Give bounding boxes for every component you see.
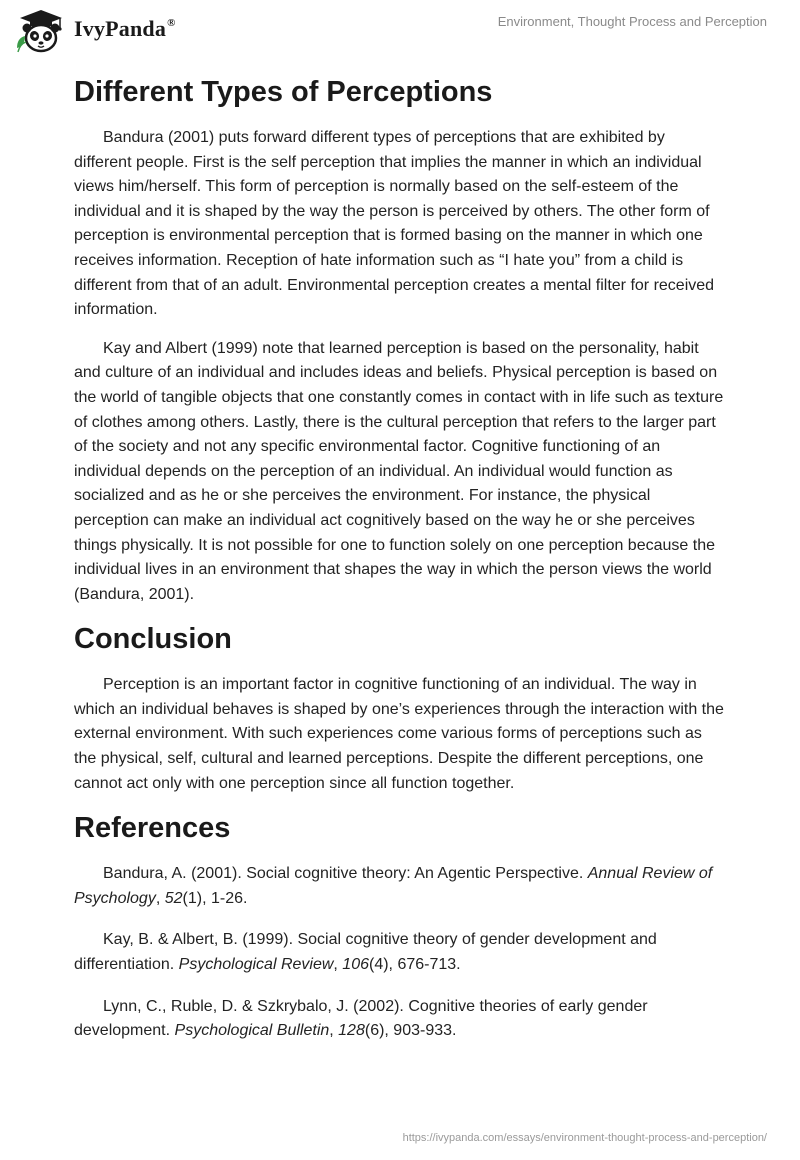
ivypanda-logo[interactable] xyxy=(14,8,176,54)
section-heading-types: Different Types of Perceptions xyxy=(74,76,493,108)
reference-item: Kay, B. & Albert, B. (1999). Social cognitive theory of gender development and differentiation. Psychological Review, 106(4), 676-713. xyxy=(74,931,657,974)
page-header xyxy=(0,0,800,60)
essay-content xyxy=(74,64,726,1061)
paragraph: Perception is an important factor in cognitive functioning of an individual. The way in which an individual behaves is shaped by one’s experiences through the interaction with the external environment. With such experiences come various forms of perceptions such as the physical, self, cultural and learned perceptions. Despite the different perceptions, one cannot act only with one perception since all function together. xyxy=(74,676,724,792)
journal-title: Psychological Review xyxy=(178,956,334,974)
paragraph: Bandura (2001) puts forward different types of perceptions that are exhibited by different people. First is the self perception that implies the manner in which an individual views him/herself. This form of perception is normally based on the self-esteem of the individual and it is shaped by the way the person is perceived by others. The other form of perception is environmental perception that is formed basing on the manner in which one receives information. Reception of hate information such as “I hate you” from a child is different from that of an adult. Environmental perception creates a mental filter for received information. xyxy=(74,129,715,319)
journal-volume: 106 xyxy=(342,956,369,974)
logo-wordmark: IvyPanda® xyxy=(74,16,176,41)
journal-title: Psychological Bulletin xyxy=(174,1022,330,1040)
reference-item: Lynn, C., Ruble, D. & Szkrybalo, J. (2002). Cognitive theories of early gender development. Psychological Bulletin, 128(6), 903-933. xyxy=(74,997,648,1040)
running-title: Environment, Thought Process and Perception xyxy=(497,14,767,29)
journal-volume: 52 xyxy=(164,889,183,907)
reference-item: Bandura, A. (2001). Social cognitive theory: An Agentic Perspective. Annual Review of Psychology, 52(1), 1-26. xyxy=(74,865,713,907)
paragraph: Kay and Albert (1999) note that learned perception is based on the personality, habit and culture of an individual and includes ideas and beliefs. Physical perception is based on the world of tangible objects that one constantly comes in contact with in life such as texture of clothes among others. Lastly, there is the cultural perception that refers to the larger part of the society and not any specific environmental factor. Cognitive functioning of an individual depends on the perception of an individual. An individual would function as socialized and as he or she perceives the environment. For instance, the physical perception can make an individual act cognitively based on the way he or she perceives things physically. It is not possible for one to function solely on one perception because the individual lives in an environment that shapes the way in which the person views the world (Bandura, 2001). xyxy=(74,339,724,603)
journal-title: Annual Review of Psychology xyxy=(74,865,713,907)
source-url-link[interactable]: https://ivypanda.com/essays/environment-thought-process-and-perception/ xyxy=(402,1132,767,1144)
journal-volume: 128 xyxy=(338,1022,365,1040)
section-heading-references: References xyxy=(74,812,231,845)
panda-graduate-icon xyxy=(14,8,68,54)
section-heading-conclusion: Conclusion xyxy=(74,623,232,656)
